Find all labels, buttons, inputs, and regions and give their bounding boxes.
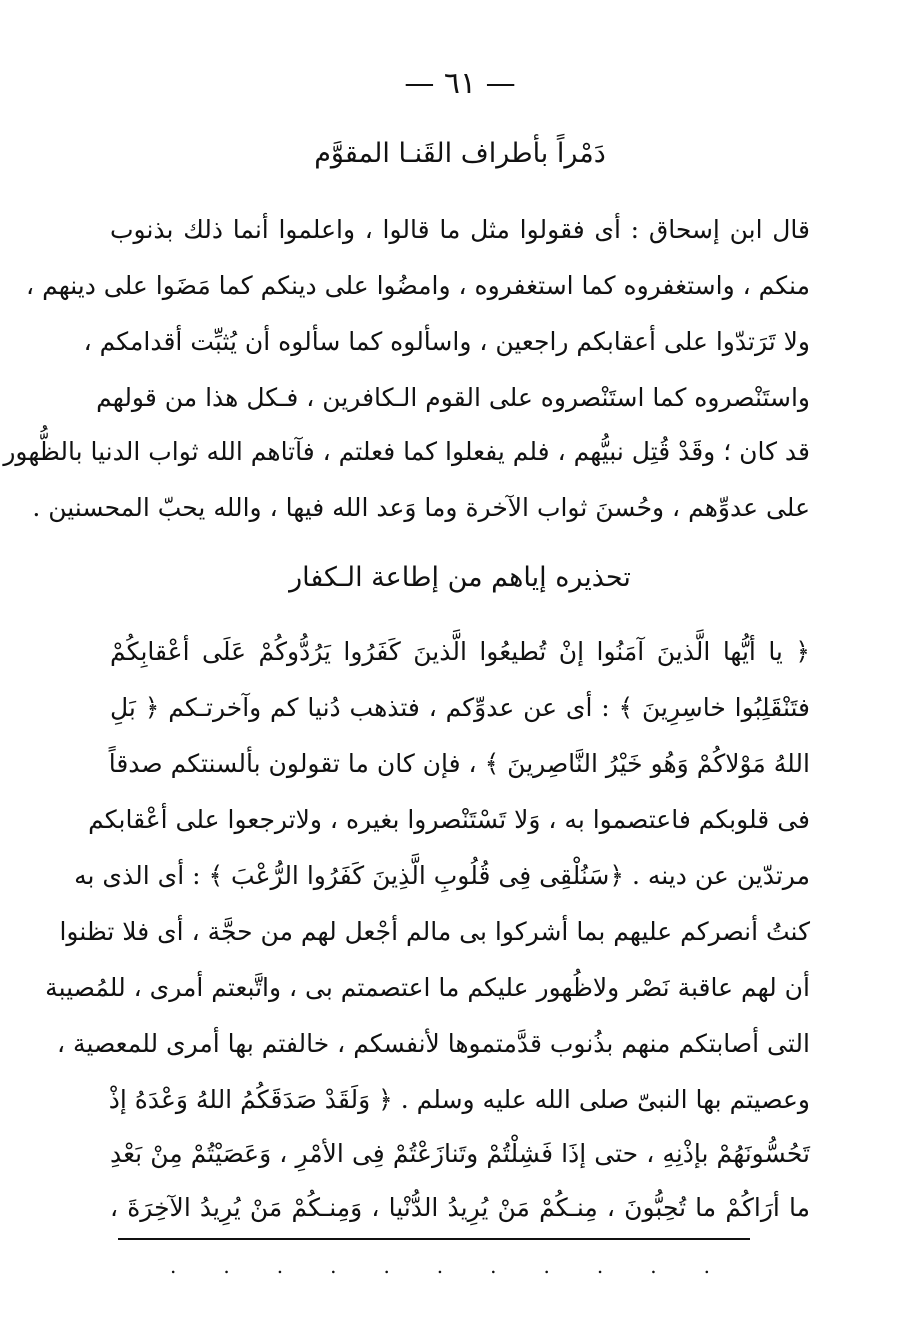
paragraph-line: فى قلوبكم فاعتصموا به ، وَلا تَسْتَنْصروا بغيره ، ولاترجعوا على أعْقابكم [88, 805, 810, 834]
paragraph-line: ولا تَرَتدّوا على أعقابكم راجعين ، واسألوه كما سألوه أن يُثبِّت أقدامكم ، [83, 327, 810, 356]
footer-dot: . [490, 1254, 497, 1278]
paragraph-line: وعصيتم بها النبىّ صلى الله عليه وسلم . ﴿ وَلَقَدْ صَدَقَكُمُ اللهُ وَعْدَهُ إذْ [108, 1085, 810, 1114]
footer-dot: . [436, 1254, 444, 1278]
paragraph-line: ما أرَاكُمْ ما تُحِبُّونَ ، مِنـكُمْ مَنْ يُرِيدُ الدُّنْيا ، وَمِنـكُمْ مَنْ يُرِيدُ الآخِرَةَ ، [110, 1193, 810, 1222]
section-heading-verse: دَمْراً بأطراف القَنـا المقوَّم [314, 138, 606, 169]
page-number: — ٦١ — [404, 66, 516, 101]
footer-dot: . [276, 1254, 284, 1278]
footer-dot: . [596, 1254, 604, 1278]
paragraph-line: واستَنْصروه كما استَنْصروه على القوم الـكافرين ، فـكل هذا من قولهم [96, 383, 810, 412]
footer-dot: . [543, 1254, 550, 1278]
footer-dot: . [170, 1254, 177, 1278]
footer-dot: . [223, 1254, 230, 1278]
paragraph-line: ﴿ يا أيُّها الَّذينَ آمَنُوا إنْ تُطيعُوا الَّذينَ كَفَرُوا يَرُدُّوكُمْ عَلَى أعْقابِكُمْ [110, 637, 810, 666]
section-heading-warning: تحذيره إياهم من إطاعة الـكفار [289, 562, 631, 593]
paragraph-line: التى أصابتكم منهم بذُنوب قدَّمتموها لأنفسكم ، خالفتم بها أمرى للمعصية ، [57, 1029, 810, 1058]
paragraph-line: على عدوِّهم ، وحُسنَ ثواب الآخرة وما وَعد الله فيها ، والله يحبّ المحسنين . [32, 493, 810, 522]
footer-dot: . [383, 1254, 390, 1278]
paragraph-line: كنتُ أنصركم عليهم بما أشركوا بى مالم أجْعل لهم من حجَّة ، أى فلا تظنوا [59, 917, 810, 946]
footer-dot-row [170, 1256, 710, 1276]
footer-dot: . [330, 1254, 337, 1278]
footer-rule [118, 1238, 750, 1240]
paragraph-line: اللهُ مَوْلاكُمْ وَهُو خَيْرُ النَّاصِرينَ ﴾ ، فإن كان ما تقولون بألسنتكم صدقاً [108, 749, 810, 778]
paragraph-line: قال ابن إسحاق : أى فقولوا مثل ما قالوا ، واعلموا أنما ذلك بذنوب [110, 215, 810, 244]
paragraph-line: قد كان ؛ وقَدْ قُتِل نبيُّهم ، فلم يفعلوا كما فعلتم ، فآتاهم الله ثواب الدنيا بالظُّهور [3, 437, 810, 466]
footer-dot: . [703, 1254, 710, 1278]
paragraph-line: منكم ، واستغفروه كما استغفروه ، وامضُوا على دينكم كما مَضَوا على دينهم ، [26, 271, 810, 300]
paragraph-line: أن لهم عاقبة نَصْر ولاظُهور عليكم ما اعتصمتم بى ، واتَّبعتم أمرى ، للمُصيبة [45, 973, 810, 1002]
footer-dot: . [650, 1254, 657, 1278]
paragraph-line: مرتدّين عن دينه . ﴿سَنُلْقِى فِى قُلُوبِ الَّذِينَ كَفَرُوا الرُّعْبَ ﴾ : أى الذى به [74, 861, 810, 890]
paragraph-line: تَحُسُّونَهُمْ بإذْنِهِ ، حتى إذَا فَشِلْتُمْ وتَنازَعْتُمْ فِى الأمْرِ ، وَعَصَيْتُمْ مِنْ بَعْدِ [110, 1139, 810, 1168]
paragraph-line: فتَنْقَلِبُوا خاسِرِينَ ﴾ : أى عن عدوِّكم ، فتذهب دُنيا كم وآخرتـكم ﴿ بَلِ [110, 693, 810, 722]
